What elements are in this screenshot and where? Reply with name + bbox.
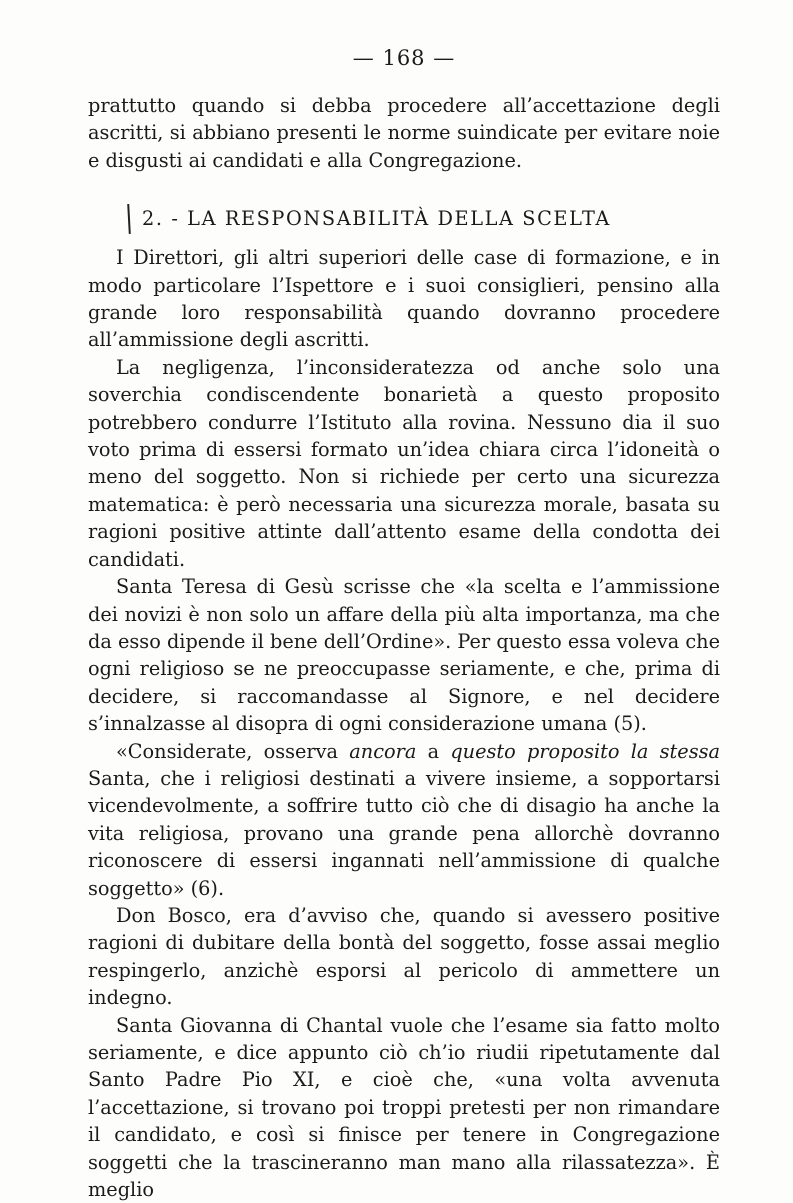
paragraph-2: La negligenza, l’inconsideratezza od anche solo una soverchia condiscendente bonarietà a questo proposito potrebbero condurre l’Istituto alla rovina. Nessuno dia il suo voto prima di essersi formato un’idea chiara circa l’idoneità o meno del soggetto. Non si richiede per certo una sicurezza matematica: è però necessaria una sicurezza morale, basata su ragioni positive attinte dall’attento esame della condotta dei candidati. bbox=[88, 355, 720, 571]
intro-paragraph: prattutto quando si debba procedere all’accettazione degli ascritti, si abbiano presenti le norme suindicate per evitare noie e disgusti ai candidati e alla Congregazione. bbox=[88, 94, 720, 172]
margin-mark bbox=[127, 204, 131, 234]
paragraph-5: Don Bosco, era d’avviso che, quando si avessero positive ragioni di dubitare della bontà del soggetto, fosse assai meglio respingerlo, anzichè esporsi al pericolo di ammettere un indegno. bbox=[88, 903, 720, 1010]
page-number: — 168 — bbox=[352, 46, 456, 70]
paragraph-4 bbox=[88, 738, 720, 902]
paragraph-1: I Direttori, gli altri superiori delle case di formazione, e in modo particolare l’Ispettore e i suoi consiglieri, pensino alla grande loro responsabilità quando dovranno procedere all’ammissione degli ascritti. bbox=[88, 246, 720, 352]
section-heading-text: 2. - LA RESPONSABILITÀ DELLA SCELTA bbox=[142, 207, 611, 231]
document-page bbox=[88, 44, 720, 1203]
quote-rest: Santa, che i religiosi destinati a vivere insieme, a sopportarsi vicendevolmente, a soffrire tutto ciò che di disagio ha anche la vita religiosa, provano una grande pena allorchè dovranno riconoscere di essersi ingannati nell’ammissione di qualche soggetto» (6). bbox=[88, 766, 720, 900]
quote-a: a bbox=[416, 739, 451, 763]
italic-ancora: ancora bbox=[349, 739, 417, 763]
quote-open: «Considerate, osserva bbox=[116, 739, 350, 763]
paragraph-3: Santa Teresa di Gesù scrisse che «la scelta e l’ammissione dei novizi è non solo un affare della più alta importanza, ma che da esso dipende il bene dell’Ordine». Per questo essa voleva che ogni religioso se ne preoccupasse seriamente, e che, prima di decidere, si raccomandasse al Signore, e nel decidere s’innalzasse al disopra di ogni considerazione umana (5). bbox=[88, 575, 720, 736]
section-heading bbox=[128, 204, 720, 234]
paragraph-6: Santa Giovanna di Chantal vuole che l’esame sia fatto molto seriamente, e dice appunto ciò ch’io riudii ripetutamente dal Santo Padre Pio XI, e cioè che, «una volta avvenuta l’accettazione, si trovano poi troppi pretesti per non rimandare il candidato, e così si finisce per tenere in Congregazione soggetti che la trascineranno man mano alla rilassatezza». È meglio bbox=[88, 1013, 720, 1202]
italic-proposito: questo proposito la stessa bbox=[450, 739, 720, 763]
